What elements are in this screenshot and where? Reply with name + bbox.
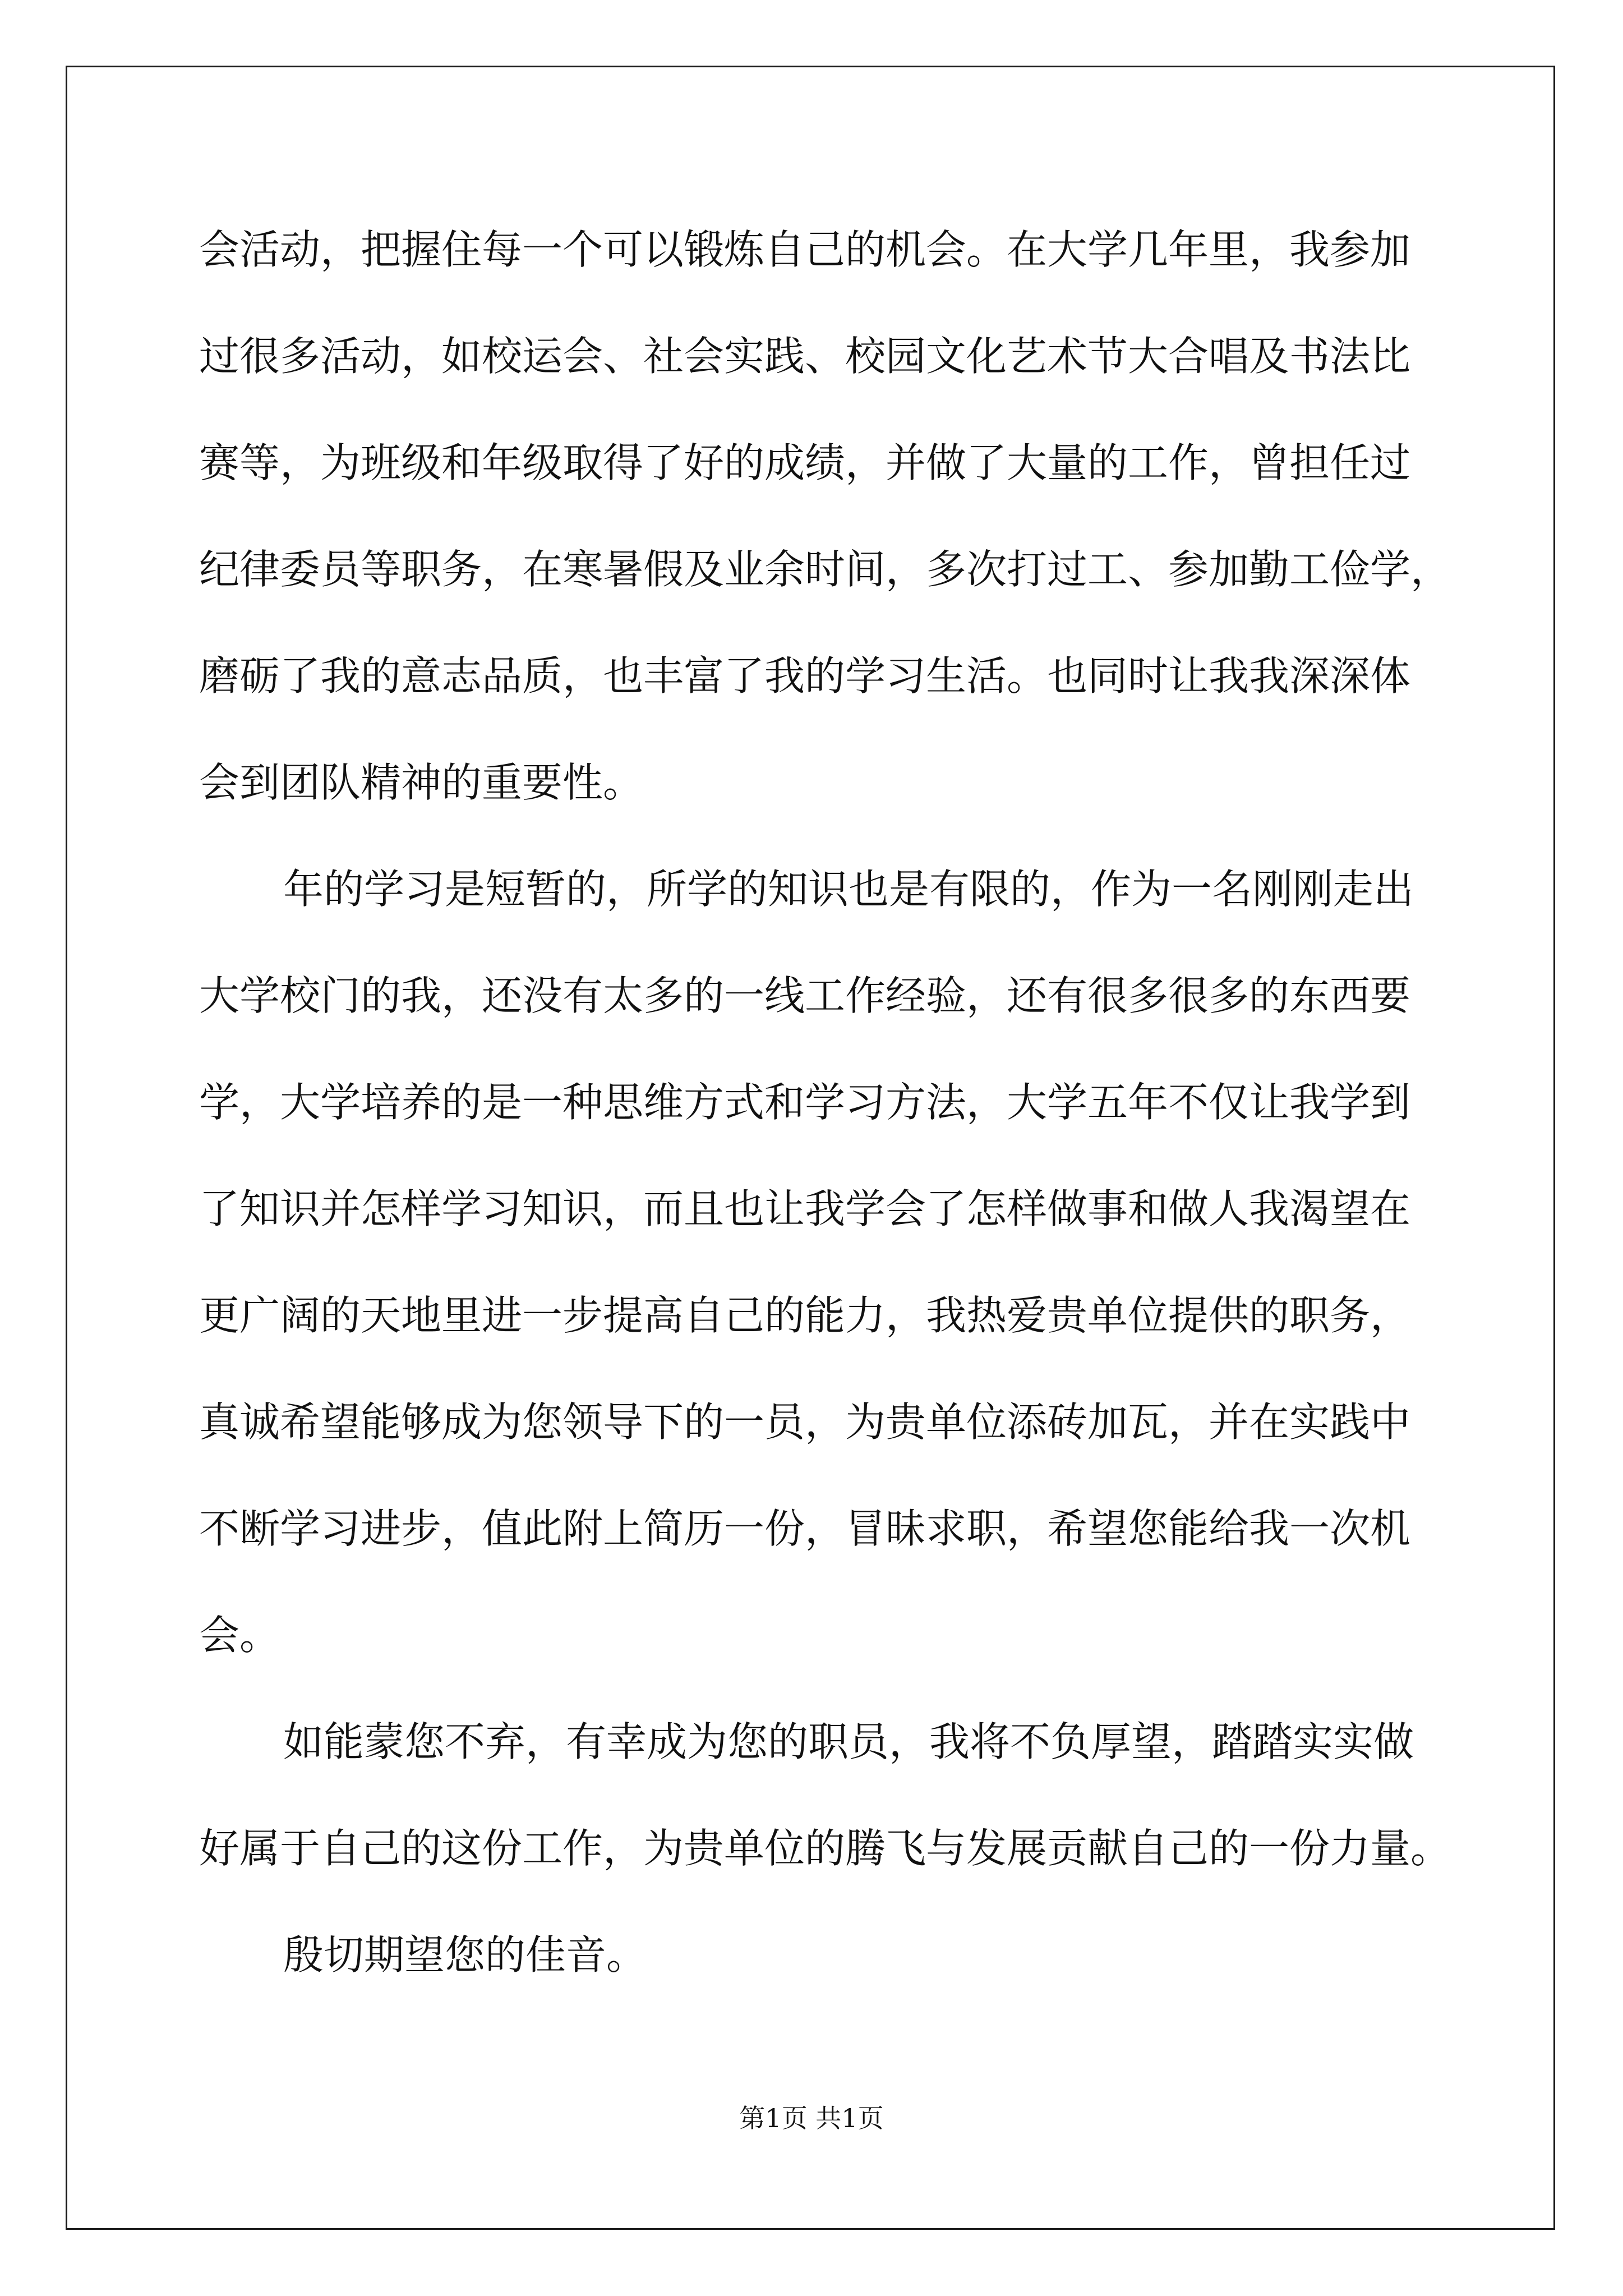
text-line: 更广阔的天地里进一步提高自己的能力，我热爱贵单位提供的职务， bbox=[199, 1292, 1411, 1339]
text-line: 过很多活动，如校运会、社会实践、校园文化艺术节大合唱及书法比 bbox=[199, 333, 1411, 380]
text-line: 年的学习是短暂的，所学的知识也是有限的，作为一名刚刚走出 bbox=[283, 866, 1414, 913]
text-line: 了知识并怎样学习知识，而且也让我学会了怎样做事和做人我渴望在 bbox=[199, 1185, 1411, 1232]
text-line: 会到团队精神的重要性。 bbox=[199, 759, 644, 806]
text-line: 赛等，为班级和年级取得了好的成绩，并做了大量的工作，曾担任过 bbox=[199, 439, 1411, 486]
document-body bbox=[199, 208, 1461, 2019]
text-line: 大学校门的我，还没有太多的一线工作经验，还有很多很多的东西要 bbox=[199, 972, 1411, 1019]
text-line: 好属于自己的这份工作，为贵单位的腾飞与发展贡献自己的一份力量。 bbox=[199, 1825, 1451, 1872]
text-line: 真诚希望能够成为您领导下的一员，为贵单位添砖加瓦，并在实践中 bbox=[199, 1398, 1411, 1446]
text-line: 会活动，把握住每一个可以锻炼自己的机会。在大学几年里，我参加 bbox=[199, 226, 1411, 273]
text-line: 如能蒙您不弃，有幸成为您的职员，我将不负厚望，踏踏实实做 bbox=[283, 1718, 1414, 1765]
text-line: 不断学习进步，值此附上简历一份，冒昧求职，希望您能给我一次机 bbox=[199, 1505, 1411, 1552]
text-line: 磨砺了我的意志品质，也丰富了我的学习生活。也同时让我我深深体 bbox=[199, 652, 1411, 700]
text-line: 纪律委员等职务，在寒暑假及业余时间，多次打过工、参加勤工俭学， bbox=[199, 546, 1451, 593]
page-number-footer: 第1页 共1页 bbox=[739, 2103, 884, 2133]
text-line: 殷切期望您的佳音。 bbox=[283, 1931, 647, 1978]
text-line: 会。 bbox=[199, 1612, 280, 1659]
text-line: 学，大学培养的是一种思维方式和学习方法，大学五年不仅让我学到 bbox=[199, 1079, 1411, 1126]
